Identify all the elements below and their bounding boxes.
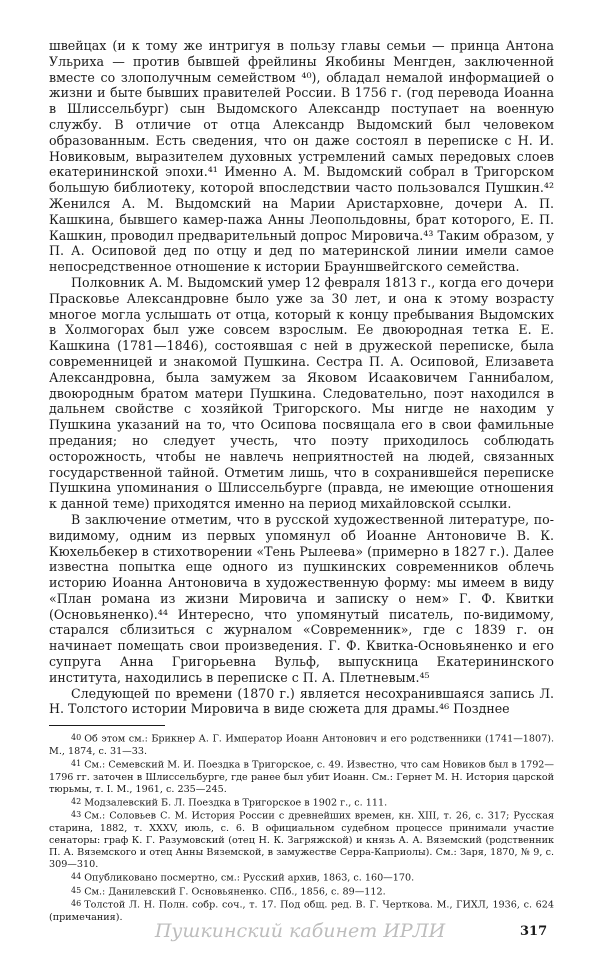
library-watermark: Пушкинский кабинет ИРЛИ bbox=[154, 920, 446, 942]
paragraph-1: швейцах (и к тому же интригуя в пользу главы семьи — принца Антона Ульриха — против бывшей фрейлины Якобины Менгден, заключенной вместе со злополучным семейством ⁴⁰), обладал немалой информацией о жизни и быте бывших правителей России. В 1756 г. (год перевода Иоанна в Шлиссельбург) сын Выдомского Александр поступает на военную службу. В отличие от отца Александр Выдомский был человеком образованным. Есть сведения, что он даже состоял в переписке с Н. И. Новиковым, выразителем духовных устремлений самых передовых слоев екатерининской эпохи.⁴¹ Именно А. М. Выдомский собрал в Тригорском большую библиотеку, которой впоследствии часто пользовался Пушкин.⁴² Женился А. М. Выдомский на Марии Аристарховне, дочери А. П. Кашкина, бывшего камер-пажа Анны Леопольдовны, брат которого, Е. П. Кашкин, проводил предварительный допрос Мировича.⁴³ Таким образом, у П. А. Осиповой дед по отцу и дед по материнской линии имели самое непосредственное отношение к истории Брауншвейгского семейства. bbox=[49, 38, 554, 275]
paragraph-4: Следующей по времени (1870 г.) является несохранившаяся запись Л. Н. Толстого истории Мировича в виде сюжета для драмы.⁴⁶ Позднее bbox=[49, 685, 554, 717]
footnote-text: Об этом см.: Брикнер А. Г. Император Иоанн Антонович и его родственники (1741—1807). М., 1874, с. 31—33. bbox=[49, 733, 554, 757]
footnote-44 bbox=[49, 871, 554, 885]
footnote-45 bbox=[49, 885, 554, 899]
paragraph-2: Полковник А. М. Выдомский умер 12 февраля 1813 г., когда его дочери Прасковье Александровне было уже за 30 лет, и она к этому возрасту многое могла услышать от отца, который к концу пребывания Выдомских в Холмогорах был уже совсем взрослым. Ее двоюродная тетка Е. Е. Кашкина (1781—1846), состоявшая с ней в дружеской переписке, была современницей и знакомой Пушкина. Сестра П. А. Осиповой, Елизавета Александровна, была замужем за Яковом Исааковичем Ганнибалом, двоюродным братом матери Пушкина. Следовательно, поэт находился в дальнем свойстве с хозяйкой Тригорского. Мы нигде не находим у Пушкина указаний на то, что Осипова посвящала его в свои фамильные предания; но следует учесть, что поэту приходилось соблюдать осторожность, чтобы не навлечь неприятностей на людей, связанных государственной тайной. Отметим лишь, что в сохранившейся переписке Пушкина упоминания о Шлиссельбурге (правда, не имеющие отношения к данной теме) приходятся именно на период михайловской ссылки. bbox=[49, 274, 554, 512]
footnotes bbox=[49, 732, 554, 924]
footnote-number: 40 bbox=[71, 733, 82, 743]
footnote-text: См.: Данилевский Г. Основьяненко. СПб., 1856, с. 89—112. bbox=[84, 886, 386, 898]
footnote-text: Толстой Л. Н. Полн. собр. соч., т. 17. Под общ. ред. В. Г. Черткова. М., ГИХЛ, 1936, с. 624 (примечания). bbox=[49, 899, 554, 924]
footnote-43 bbox=[49, 809, 554, 871]
footnote-number: 44 bbox=[71, 872, 82, 882]
footnote-number: 43 bbox=[71, 810, 82, 820]
footnote-text: См.: Семевский М. И. Поездка в Тригорское, с. 49. Известно, что сам Новиков был в 1792—1796 гг. заточен в Шлиссельбурге, где ранее был убит Иоанн. См.: Гернет М. Н. История царской тюрьмы, т. I. М., 1961, с. 235—245. bbox=[49, 759, 554, 795]
paragraph-3: В заключение отметим, что в русской художественной литературе, по-видимому, одним из первых упомянул об Иоанне Антоновиче В. К. Кюхельбекер в стихотворении «Тень Рылеева» (примерно в 1827 г.). Далее известна попытка еще одного из пушкинских современников облечь историю Иоанна Антоновича в художественную форму: мы имеем в виду «План романа из жизни Мировича и записку о нем» Г. Ф. Квитки (Основьяненко).⁴⁴ Интересно, что упомянутый писатель, по-видимому, старался сблизиться с журналом «Современник», где с 1839 г. он начинает помещать свои произведения. Г. Ф. Квитка-Основьяненко и его супруга Анна Григорьевна Вульф, выпускница Екатерининского института, находились в переписке с П. А. Плетневым.⁴⁵ bbox=[49, 511, 554, 685]
page-body bbox=[49, 38, 554, 924]
footnote-number: 42 bbox=[71, 796, 82, 806]
footnote-40 bbox=[49, 732, 554, 758]
footnote-number: 45 bbox=[71, 885, 82, 895]
footnote-number: 46 bbox=[71, 899, 82, 909]
footnote-text: Модзалевский Б. Л. Поездка в Тригорское в 1902 г., с. 111. bbox=[84, 797, 388, 809]
footnote-text: Опубликовано посмертно, см.: Русский архив, 1863, с. 160—170. bbox=[84, 872, 415, 884]
footnote-42 bbox=[49, 796, 554, 810]
footnote-number: 41 bbox=[71, 758, 82, 768]
footnote-text: См.: Соловьев С. М. История России с древнейших времен, кн. XIII, т. 26, с. 317; Русская старина, 1882, т. XXXV, июль, с. 6. В официальном судебном процессе принимали участие сенаторы: граф К. Г. Разумовский (отец Н. К. Загряжской) и князь А. А. Вяземский (родственник П. А. Вяземского и отец Анны Вяземской, в замужестве Серра-Каприолы). См.: Заря, 1870, № 9, с. 309—310. bbox=[49, 810, 554, 871]
footnote-41 bbox=[49, 758, 554, 796]
footnote-divider bbox=[49, 725, 165, 726]
page-number: 317 bbox=[520, 924, 548, 939]
